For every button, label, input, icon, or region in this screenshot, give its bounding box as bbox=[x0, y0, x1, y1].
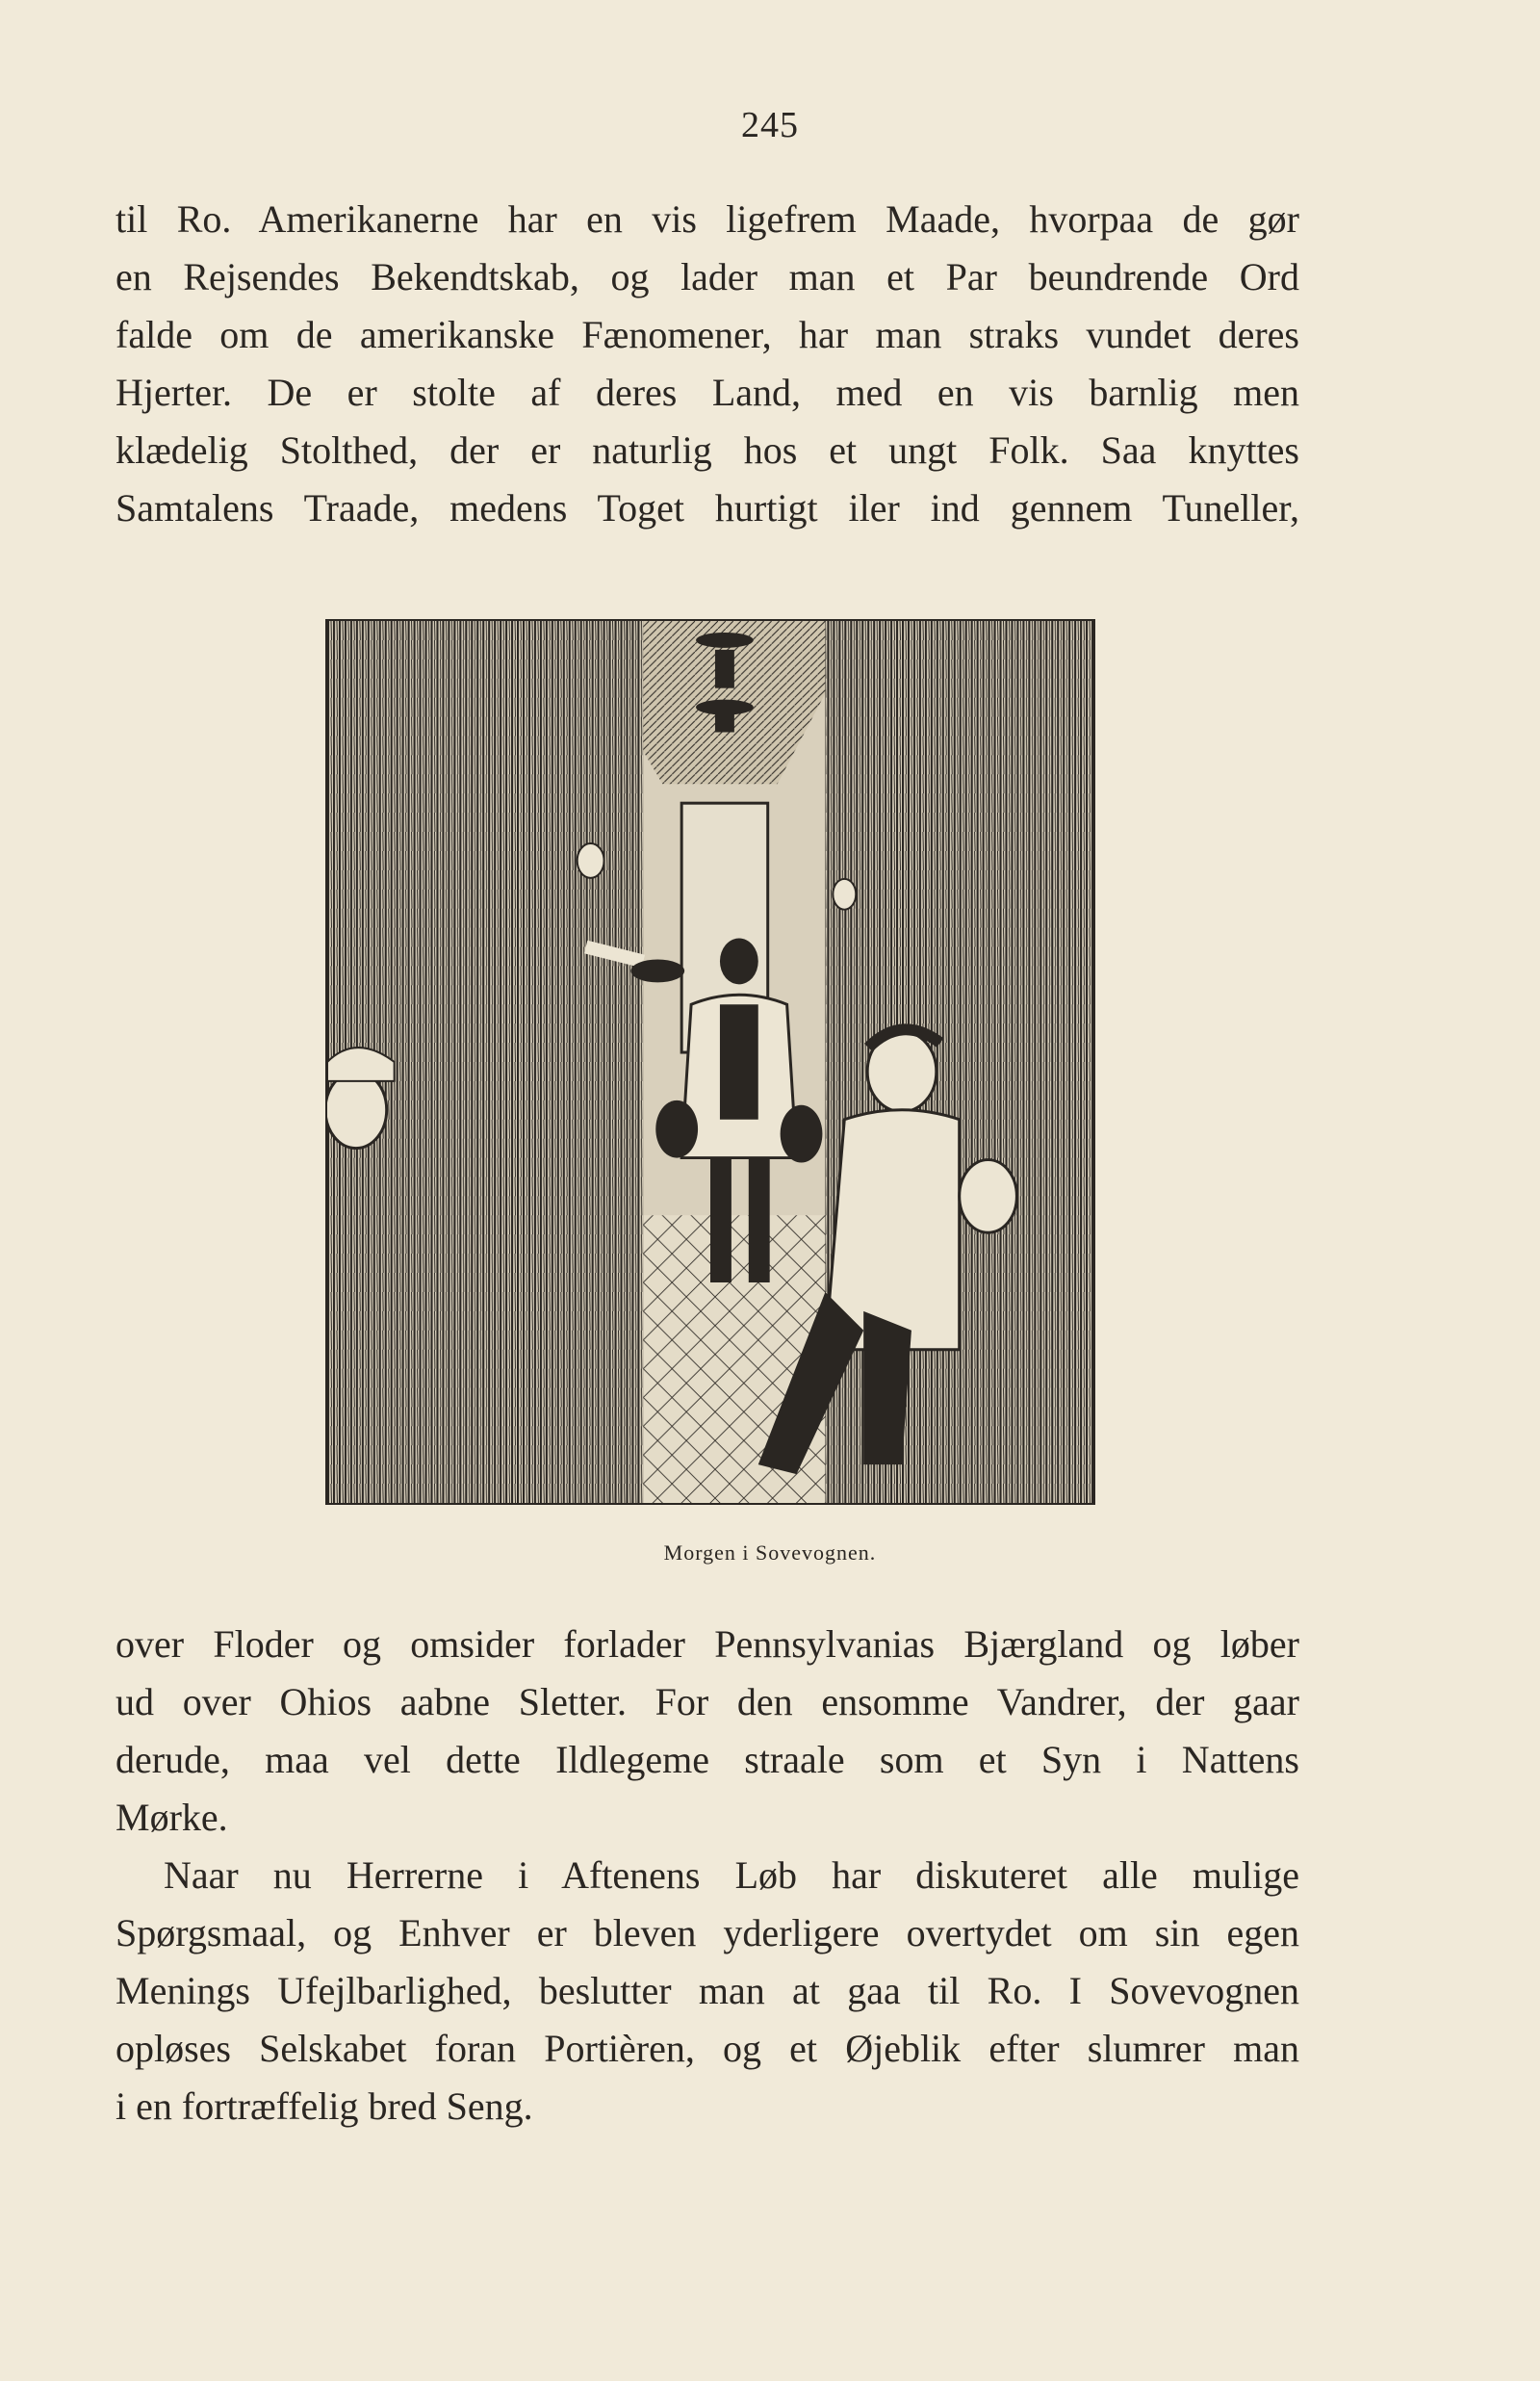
text-line: en Rejsendes Bekendtskab, og lader man et Par beundrende Ord bbox=[116, 255, 1299, 298]
illustration-sleeping-car bbox=[325, 619, 1095, 1505]
text-line: i en fortræffelig bred Seng. bbox=[116, 2084, 533, 2128]
text-line: opløses Selskabet foran Portièren, og et Øjeblik efter slumrer man bbox=[116, 2027, 1299, 2070]
text-line: Naar nu Herrerne i Aftenens Løb har diskuteret alle mulige bbox=[164, 1853, 1299, 1897]
text-line: falde om de amerikanske Fænomener, har man straks vundet deres bbox=[116, 313, 1299, 356]
text-line: Mørke. bbox=[116, 1796, 228, 1839]
text-line: Hjerter. De er stolte af deres Land, med en vis barnlig men bbox=[116, 371, 1299, 414]
text-line: til Ro. Amerikanerne har en vis ligefrem Maade, hvorpaa de gør bbox=[116, 197, 1299, 241]
text-line: klædelig Stolthed, der er naturlig hos et ungt Folk. Saa knyttes bbox=[116, 428, 1299, 472]
figure-caption: Morgen i Sovevognen. bbox=[663, 1540, 877, 1565]
paragraph-2 bbox=[116, 1616, 1299, 1847]
page-number: 245 bbox=[741, 105, 799, 145]
text-line: derude, maa vel dette Ildlegeme straale som et Syn i Nattens bbox=[116, 1738, 1299, 1781]
text-line: over Floder og omsider forlader Pennsylvanias Bjærgland og løber bbox=[116, 1622, 1299, 1666]
text-line: Menings Ufejlbarlighed, beslutter man at gaa til Ro. I Sovevognen bbox=[116, 1969, 1299, 2012]
paragraph-1 bbox=[116, 191, 1299, 537]
text-line: Spørgsmaal, og Enhver er bleven yderligere overtydet om sin egen bbox=[116, 1911, 1299, 1954]
paragraph-3 bbox=[116, 1847, 1299, 2135]
text-line: Samtalens Traade, medens Toget hurtigt iler ind gennem Tuneller, bbox=[116, 486, 1299, 530]
illustration-engraving bbox=[327, 621, 1093, 1503]
text-line: ud over Ohios aabne Sletter. For den ensomme Vandrer, der gaar bbox=[116, 1680, 1299, 1723]
